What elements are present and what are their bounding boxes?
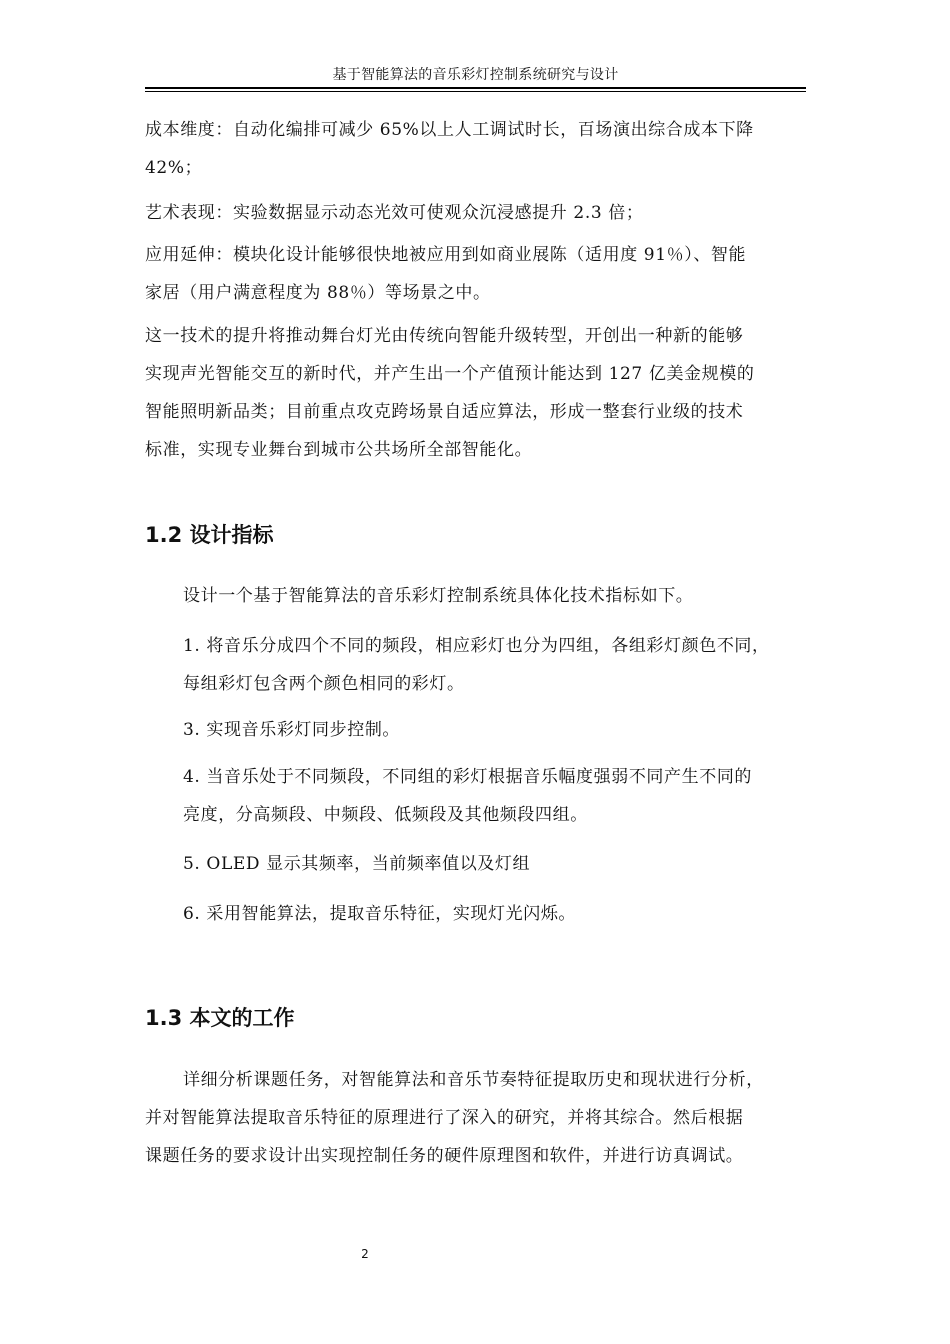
text-line: 亮度，分高频段、中频段、低频段及其他频段四组。 xyxy=(183,805,588,825)
cost-paragraph xyxy=(145,111,810,187)
spec-item-3 xyxy=(183,711,810,749)
section-heading-1-3: 1.3 本文的工作 xyxy=(145,1006,295,1030)
text-line: 设计一个基于智能算法的音乐彩灯控制系统具体化技术指标如下。 xyxy=(183,586,694,606)
header-rule-thick xyxy=(145,87,806,89)
page-number: 2 xyxy=(361,1247,369,1261)
spec-item-1 xyxy=(183,627,810,703)
text-line: 1. 将音乐分成四个不同的频段，相应彩灯也分为四组，各组彩灯颜色不同， xyxy=(183,636,770,656)
text-line: 并对智能算法提取音乐特征的原理进行了深入的研究，并将其综合。然后根据 xyxy=(145,1108,744,1128)
extension-paragraph xyxy=(145,236,810,312)
spec-item-5 xyxy=(183,845,810,883)
text-line: 课题任务的要求设计出实现控制任务的硬件原理图和软件，并进行访真调试。 xyxy=(145,1146,744,1166)
text-line: 4. 当音乐处于不同频段，不同组的彩灯根据音乐幅度强弱不同产生不同的 xyxy=(183,767,753,787)
text-line: 智能照明新品类；目前重点攻克跨场景自适应算法，形成一整套行业级的技术 xyxy=(145,402,744,422)
art-paragraph xyxy=(145,194,810,232)
text-line: 应用延伸：模块化设计能够很快地被应用到如商业展陈（适用度 91％）、智能 xyxy=(145,245,747,265)
text-line: 成本维度：自动化编排可减少 65%以上人工调试时长，百场演出综合成本下降 xyxy=(145,120,754,140)
running-header: 基于智能算法的音乐彩灯控制系统研究与设计 xyxy=(332,67,619,83)
text-line: 标准，实现专业舞台到城市公共场所全部智能化。 xyxy=(145,440,533,460)
text-line: 这一技术的提升将推动舞台灯光由传统向智能升级转型，开创出一种新的能够 xyxy=(145,326,744,346)
header-rule-thin xyxy=(145,91,806,92)
text-line: 详细分析课题任务，对智能算法和音乐节奏特征提取历史和现状进行分析， xyxy=(183,1070,764,1090)
text-line: 家居（用户满意程度为 88％）等场景之中。 xyxy=(145,283,491,303)
text-line: 42%； xyxy=(145,158,203,178)
text-line: 3. 实现音乐彩灯同步控制。 xyxy=(183,720,401,740)
text-line: 艺术表现：实验数据显示动态光效可使观众沉浸感提升 2.3 倍； xyxy=(145,203,644,223)
text-line: 6. 采用智能算法，提取音乐特征，实现灯光闪烁。 xyxy=(183,904,577,924)
spec-item-6 xyxy=(183,895,810,933)
spec-item-4 xyxy=(183,758,810,834)
work-paragraph xyxy=(145,1061,810,1175)
text-line: 5. OLED 显示其频率，当前频率值以及灯组 xyxy=(183,854,531,874)
text-line: 每组彩灯包含两个颜色相同的彩灯。 xyxy=(183,674,465,694)
text-line: 实现声光智能交互的新时代，并产生出一个产值预计能达到 127 亿美金规模的 xyxy=(145,364,755,384)
spec-lead xyxy=(183,577,810,615)
section-heading-1-2: 1.2 设计指标 xyxy=(145,523,274,547)
technology-paragraph xyxy=(145,317,810,469)
